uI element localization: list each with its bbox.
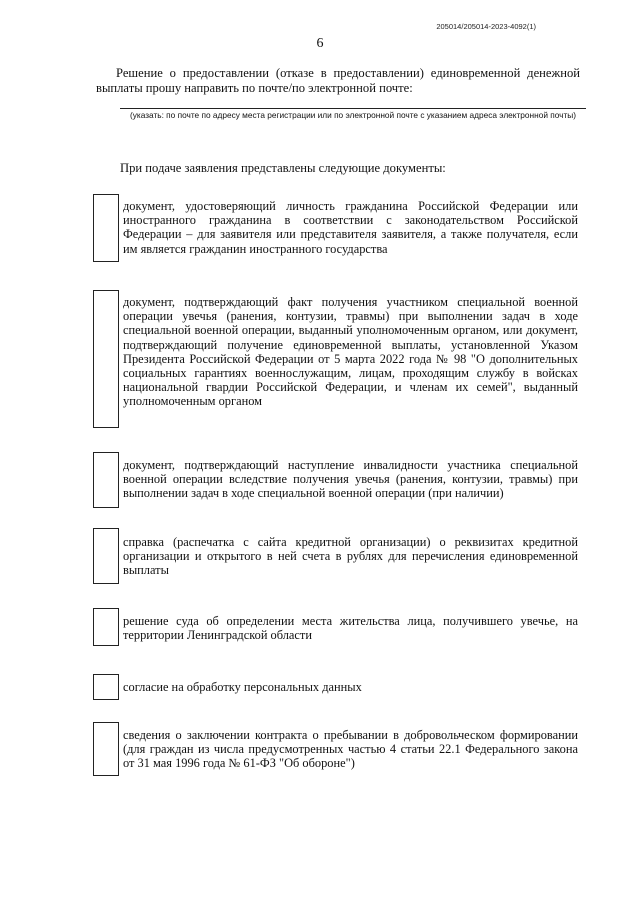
checkbox-injury-document[interactable] (93, 290, 119, 428)
document-item-disability: документ, подтверждающий наступление инвалидности участника специальной военной операции вследствие получения увечья (ранения, контузии, травмы) при выполнении задач в ходе специальной военной операции (при наличии) (123, 458, 578, 501)
document-item-personal-data-consent: согласие на обработку персональных данных (123, 680, 362, 694)
checkbox-bank-details[interactable] (93, 528, 119, 584)
checkbox-court-decision[interactable] (93, 608, 119, 646)
document-item-court-decision: решение суда об определении места жительства лица, получившего увечье, на территории Ленинградской области (123, 614, 578, 643)
document-item-bank-details: справка (распечатка с сайта кредитной организации) о реквизитах кредитной организации и открытого в ней счета в рублях для перечисления единовременной выплаты (123, 535, 578, 578)
document-item-injury: документ, подтверждающий факт получения участником специальной военной операции увечья (ранения, контузии, травмы) при выполнении задач в ходе специальной военной операции, выданный уполномоченным органом, или документ, подтверждающий получение единовременной выплаты, установленной Указом Президента Российской Федерации от 5 марта 2022 года № 98 "О дополнительных социальных гарантиях военнослужащим, лицам, проходящим службу в войсках национальной гвардии Российской Федерации, и членам их семей", выданный уполномоченным органом (123, 295, 578, 409)
checkbox-volunteer-contract[interactable] (93, 722, 119, 776)
documents-heading: При подаче заявления представлены следующие документы: (120, 161, 446, 175)
delivery-method-fill-line (120, 108, 586, 109)
document-item-volunteer-contract: сведения о заключении контракта о пребывании в добровольческом формировании (для граждан из числа предусмотренных частью 4 статьи 22.1 Федерального закона от 31 мая 1996 года № 61-ФЗ "Об обороне") (123, 728, 578, 771)
delivery-method-hint: (указать: по почте по адресу места регистрации или по электронной почте с указанием адреса электронной почты) (129, 110, 577, 120)
checkbox-personal-data-consent[interactable] (93, 674, 119, 700)
page-number: 6 (316, 36, 324, 51)
delivery-request-text: Решение о предоставлении (отказе в предоставлении) единовременной денежной выплаты прошу направить по почте/по электронной почте: (96, 66, 580, 95)
document-item-identity: документ, удостоверяющий личность гражданина Российской Федерации или иностранного гражданина в соответствии с законодательством Российской Федерации – для заявителя или представителя заявителя, а также получателя, если им является гражданин иностранного государства (123, 199, 578, 256)
document-id: 205014/205014-2023-4092(1) (436, 22, 536, 31)
checkbox-disability-document[interactable] (93, 452, 119, 508)
checkbox-identity-document[interactable] (93, 194, 119, 262)
